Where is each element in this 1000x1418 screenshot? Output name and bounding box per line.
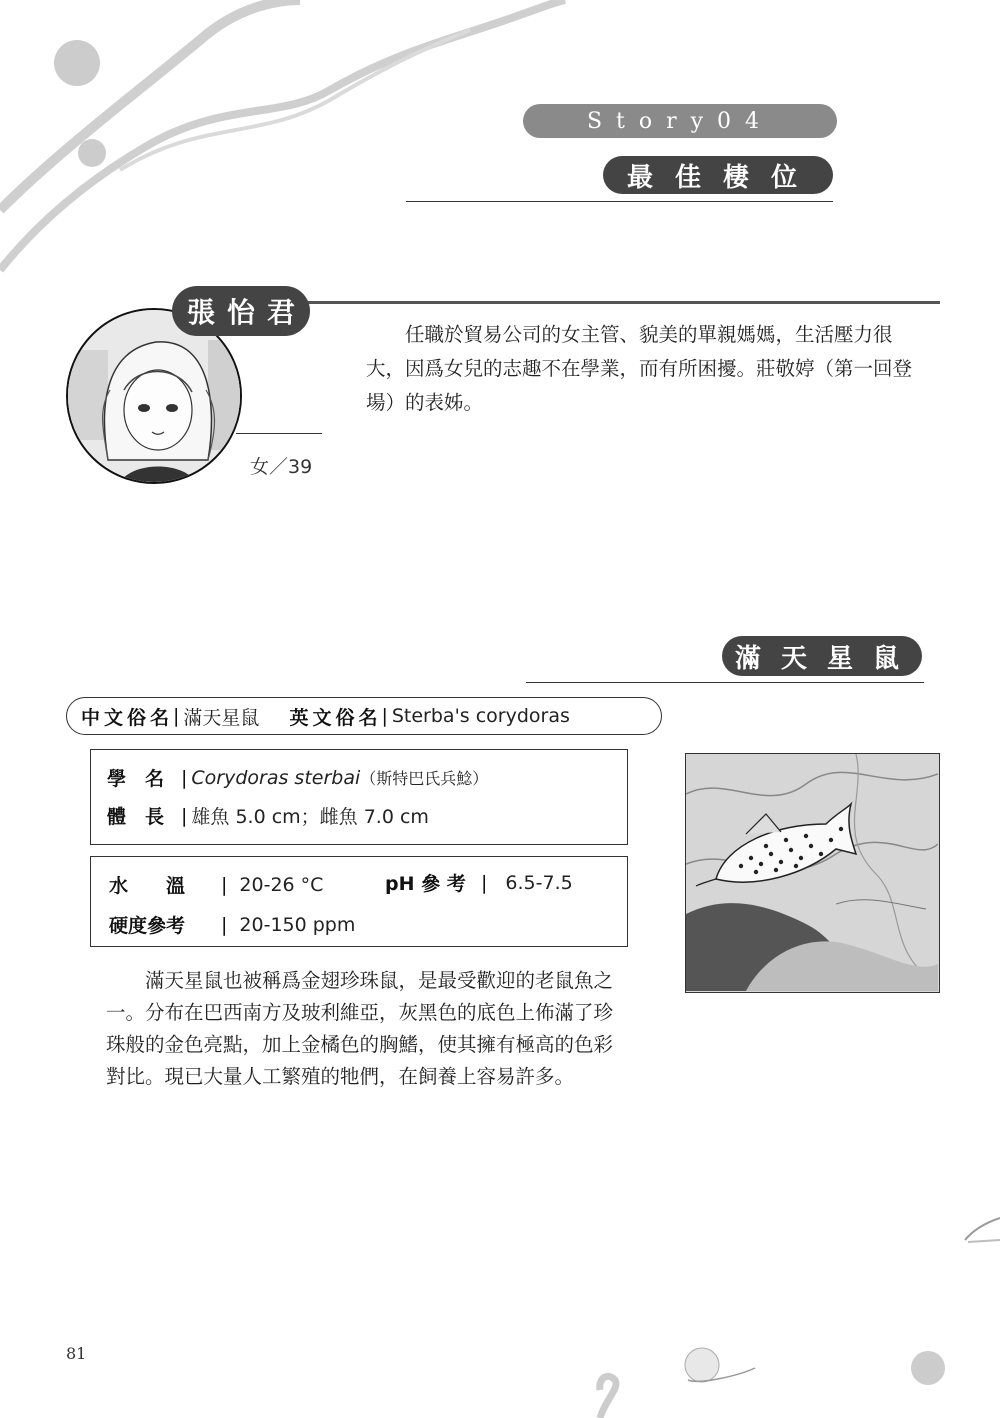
scientific-name-note: （斯特巴氏兵鯰） bbox=[360, 769, 489, 788]
separator: | bbox=[173, 705, 180, 727]
hardness-row bbox=[109, 911, 355, 938]
water-temp-label: 水 溫 bbox=[109, 875, 186, 897]
story-title: 最佳棲位 bbox=[603, 156, 833, 194]
separator: | bbox=[181, 766, 188, 789]
fish-description: 滿天星鼠也被稱爲金翅珍珠鼠，是最受歡迎的老鼠魚之一。分布在巴西南方及玻利維亞，灰黑色的底色上佈滿了珍珠般的金色亮點，加上金橘色的胸鰭，使其擁有極高的色彩對比。現已大量人工繁殖的牠們，在飼養上容易許多。 bbox=[106, 969, 614, 1088]
page-number: 81 bbox=[66, 1344, 87, 1363]
scientific-name-row bbox=[107, 764, 488, 791]
ph-row bbox=[385, 869, 573, 896]
body-length-label: 體 長 bbox=[107, 806, 165, 828]
species-info-box bbox=[90, 749, 628, 845]
fish-illustration bbox=[685, 753, 940, 993]
water-temp-value: 20-26 °C bbox=[239, 873, 324, 896]
common-names-bar bbox=[66, 697, 662, 735]
character-name-badge: 張怡君 bbox=[172, 286, 310, 336]
scientific-name-value: Corydoras sterbai bbox=[191, 766, 361, 789]
water-conditions-box bbox=[90, 856, 628, 947]
character-gender-age: 女／39 bbox=[250, 456, 313, 478]
character-divider bbox=[300, 301, 940, 304]
chinese-name-value: 滿天星鼠 bbox=[183, 706, 260, 729]
separator: | bbox=[221, 913, 228, 936]
gender-divider bbox=[236, 433, 322, 434]
hardness-label: 硬度參考 bbox=[109, 915, 186, 937]
character-description: 任職於貿易公司的女主管、貌美的單親媽媽，生活壓力很大，因爲女兒的志趣不在學業，而有所困擾。莊敬婷（第一回登場）的表姊。 bbox=[366, 323, 913, 414]
deco-circle-large bbox=[54, 40, 100, 86]
body-length-row bbox=[107, 802, 429, 829]
deco-circle-small bbox=[78, 139, 106, 167]
fish-section-title: 滿天星鼠 bbox=[722, 636, 922, 676]
separator: | bbox=[481, 871, 488, 894]
body-length-value: 雄魚 5.0 cm；雌魚 7.0 cm bbox=[191, 806, 429, 828]
hardness-value: 20-150 ppm bbox=[239, 913, 356, 936]
fish-title-divider bbox=[526, 682, 924, 683]
story-number-pill: Story04 bbox=[523, 104, 837, 138]
ph-label: pH 參 考 bbox=[385, 873, 466, 895]
deco-circle-bottom bbox=[911, 1351, 945, 1385]
chinese-name-label: 中文俗名 bbox=[81, 706, 174, 729]
english-name-value: Sterba's corydoras bbox=[391, 705, 570, 727]
english-name-label: 英文俗名 bbox=[289, 706, 382, 729]
separator: | bbox=[221, 873, 228, 896]
separator: | bbox=[181, 804, 188, 827]
separator: | bbox=[381, 705, 388, 727]
water-temp-row bbox=[109, 871, 323, 898]
ph-value: 6.5-7.5 bbox=[505, 871, 573, 894]
scientific-name-label: 學 名 bbox=[107, 768, 165, 790]
story-title-divider bbox=[406, 201, 833, 202]
